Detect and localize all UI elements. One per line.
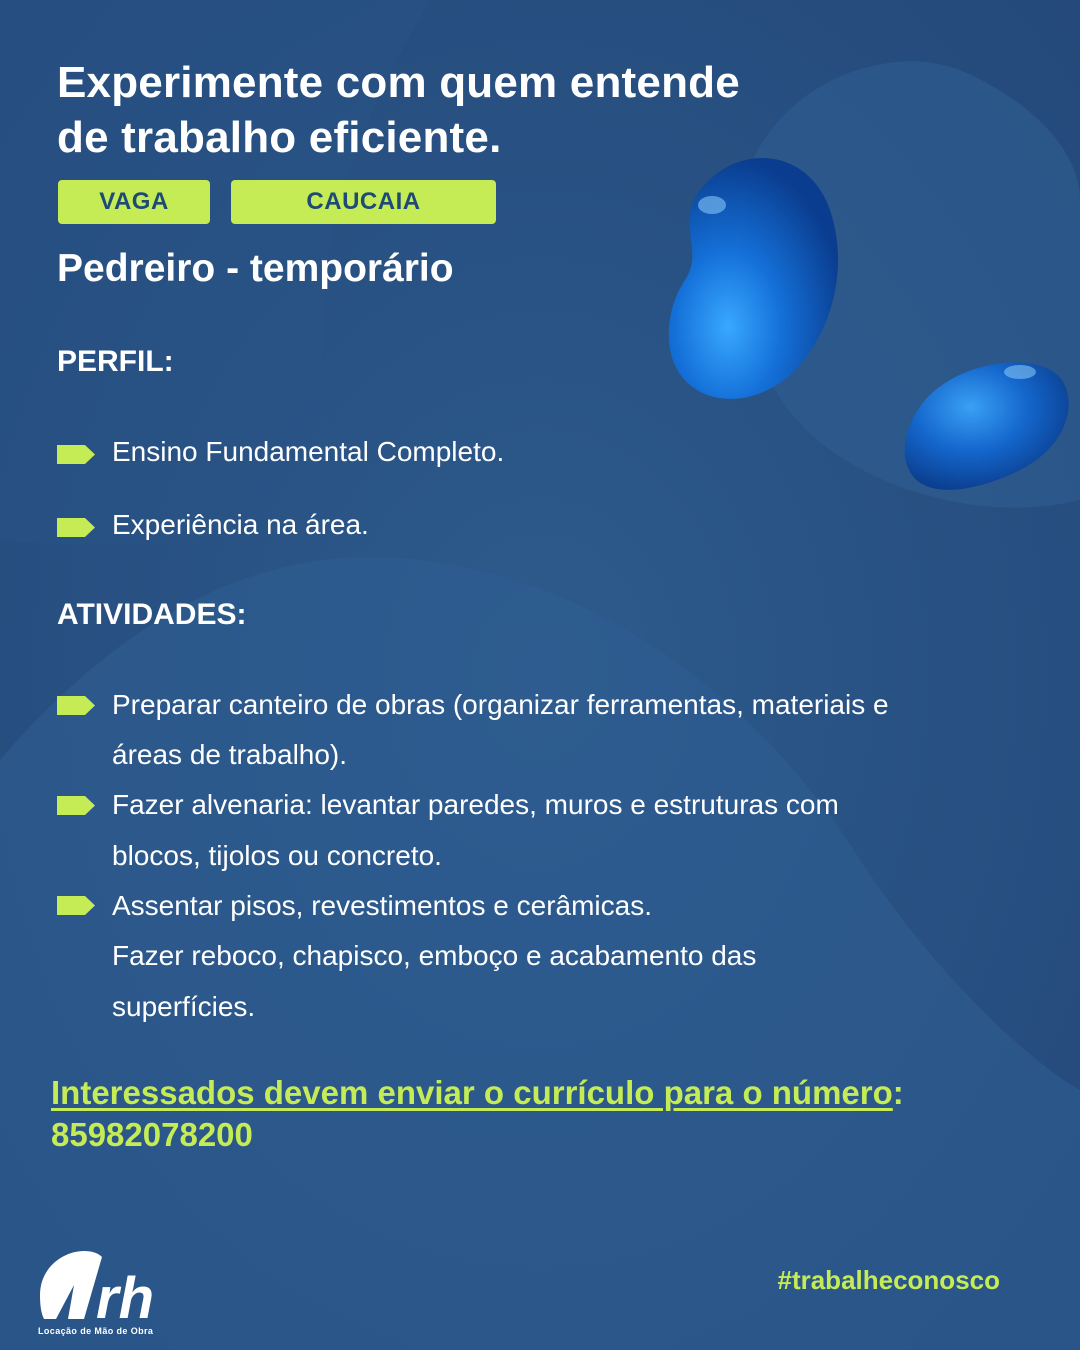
atividade-line: Assentar pisos, revestimentos e cerâmicas. bbox=[112, 890, 652, 921]
arrow-tag-icon bbox=[57, 696, 95, 715]
perfil-item-text: Ensino Fundamental Completo. bbox=[112, 436, 505, 467]
job-title: Pedreiro - temporário bbox=[57, 247, 454, 290]
cta-text[interactable]: Interessados devem enviar o currículo para o número bbox=[51, 1074, 893, 1111]
cta bbox=[51, 1072, 1080, 1156]
arrow-tag-icon bbox=[57, 796, 95, 815]
logo-tagline: Locação de Mão de Obra bbox=[38, 1326, 154, 1336]
logo-text: rh bbox=[96, 1266, 154, 1331]
atividade-line: superfícies. bbox=[112, 991, 256, 1022]
arrow-tag-icon bbox=[57, 896, 95, 915]
tag-city: CAUCAIA bbox=[231, 180, 496, 224]
atividade-line: Preparar canteiro de obras (organizar ferramentas, materiais e bbox=[112, 689, 889, 720]
atividade-line: Fazer alvenaria: levantar paredes, muros e estruturas com bbox=[112, 789, 839, 820]
tag-vaga: VAGA bbox=[58, 180, 210, 224]
arrow-tag-icon bbox=[57, 445, 95, 464]
cta-colon: : bbox=[892, 1074, 904, 1111]
atividade-line: áreas de trabalho). bbox=[112, 739, 348, 770]
atividades-title: ATIVIDADES: bbox=[57, 598, 247, 631]
arrow-tag-icon bbox=[57, 518, 95, 537]
atividade-line: Fazer reboco, chapisco, emboço e acabamento das bbox=[112, 940, 757, 971]
atividade-line: blocos, tijolos ou concreto. bbox=[112, 840, 442, 871]
hashtag[interactable]: #trabalheconosco bbox=[777, 1265, 1000, 1295]
phone-number[interactable]: 85982078200 bbox=[51, 1116, 253, 1153]
headline-line-1: Experimente com quem entende bbox=[57, 58, 740, 107]
perfil-item-text: Experiência na área. bbox=[112, 509, 369, 540]
perfil-title: PERFIL: bbox=[57, 345, 174, 378]
headline bbox=[57, 55, 740, 165]
headline-line-2: de trabalho eficiente. bbox=[57, 113, 502, 162]
